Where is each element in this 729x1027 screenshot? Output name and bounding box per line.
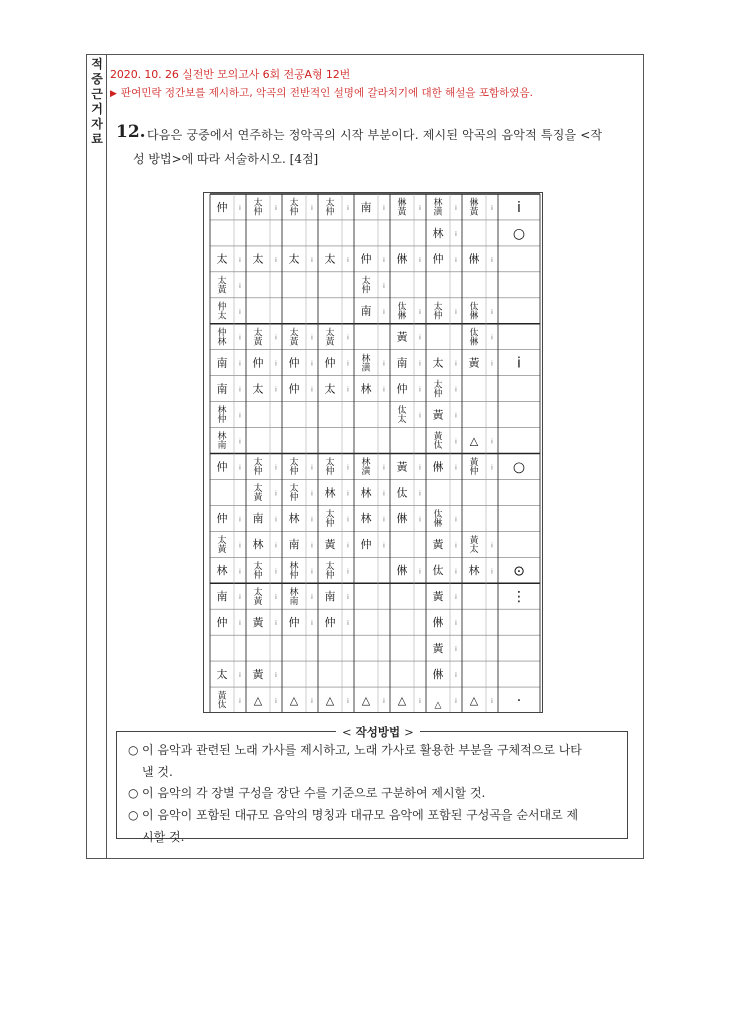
- score-note: 太仲: [325, 510, 335, 530]
- score-note: 林: [252, 538, 264, 552]
- score-note: 黃太: [469, 535, 479, 555]
- fingering-mark-icon: ⅰ: [275, 490, 277, 498]
- score-note: 太仲: [325, 458, 335, 478]
- fingering-mark-icon: ⅰ: [275, 516, 277, 524]
- fingering-mark-icon: ⅰ: [347, 334, 349, 342]
- score-note: 太黃: [217, 535, 227, 555]
- score-note: 太黃: [289, 328, 299, 348]
- fingering-mark-icon: ⅰ: [239, 438, 241, 446]
- score-note: 南: [360, 304, 372, 318]
- score-note: 太仲: [325, 561, 335, 581]
- fingering-mark-icon: ⅰ: [419, 698, 421, 706]
- fingering-mark-icon: ⅰ: [239, 698, 241, 706]
- score-note: 太仲: [433, 302, 443, 322]
- score-note: 林: [360, 486, 372, 500]
- score-note: 太仲: [253, 198, 263, 218]
- score-note: 黃: [252, 667, 264, 681]
- score-note: 林: [216, 564, 228, 578]
- score-note: 黃: [324, 538, 336, 552]
- fingering-mark-icon: ⅰ: [383, 490, 385, 498]
- side-column: [87, 55, 107, 858]
- score-note: 林: [468, 564, 480, 578]
- score-note: 黃: [468, 356, 480, 370]
- score-note: 黃: [432, 590, 444, 604]
- fingering-mark-icon: ⅰ: [455, 620, 457, 628]
- fingering-mark-icon: ⅰ: [455, 516, 457, 524]
- fingering-mark-icon: ⅰ: [239, 256, 241, 264]
- score-note: 太仲: [325, 198, 335, 218]
- method-item-2: [128, 782, 622, 804]
- score-note: 黃: [396, 330, 408, 344]
- method-item-1: [128, 739, 622, 783]
- score-note: 黃㑀: [217, 691, 227, 711]
- fingering-mark-icon: ⅰ: [239, 516, 241, 524]
- score-note: △: [325, 693, 335, 707]
- score-note: 林潢: [433, 198, 443, 218]
- fingering-mark-icon: ⅰ: [275, 542, 277, 550]
- score-note: 太黃: [253, 484, 263, 504]
- score-note: 南: [360, 200, 372, 214]
- score-note: △: [361, 693, 371, 707]
- score-note: 仲: [360, 538, 372, 552]
- beat-mark: i: [517, 355, 521, 372]
- fingering-mark-icon: ⅰ: [347, 490, 349, 498]
- fingering-mark-icon: ⅰ: [455, 464, 457, 472]
- fingering-mark-icon: ⅰ: [419, 256, 421, 264]
- bullet-icon: ○: [128, 743, 139, 757]
- fingering-mark-icon: ⅰ: [419, 568, 421, 576]
- side-label: 적중근거자료: [91, 57, 103, 146]
- source-note-text: 판여민락 정간보를 제시하고, 악곡의 전반적인 설명에 갈라치기에 대한 해설을 포함하였음.: [120, 87, 533, 99]
- score-note: 仲太: [217, 302, 227, 322]
- score-note: 南: [216, 382, 228, 396]
- fingering-mark-icon: ⅰ: [311, 464, 313, 472]
- score-note: 南: [216, 590, 228, 604]
- fingering-mark-icon: ⅰ: [239, 594, 241, 602]
- beat-mark: ·: [516, 693, 522, 710]
- source-note: [110, 85, 533, 100]
- fingering-mark-icon: ⅰ: [491, 308, 493, 316]
- fingering-mark-icon: ⅰ: [239, 620, 241, 628]
- score-note: 黃: [252, 616, 264, 630]
- score-note: 㑣: [396, 252, 408, 266]
- fingering-mark-icon: ⅰ: [275, 464, 277, 472]
- fingering-mark-icon: ⅰ: [347, 516, 349, 524]
- fingering-mark-icon: ⅰ: [455, 672, 457, 680]
- score-note: △: [434, 700, 442, 711]
- fingering-mark-icon: ⅰ: [455, 308, 457, 316]
- fingering-mark-icon: ⅰ: [275, 620, 277, 628]
- fingering-mark-icon: ⅰ: [347, 204, 349, 212]
- score-note: 仲: [216, 200, 228, 214]
- fingering-mark-icon: ⅰ: [455, 256, 457, 264]
- score-note: 黃: [432, 538, 444, 552]
- method-item-3-line2: 시할 것.: [142, 830, 185, 844]
- fingering-mark-icon: ⅰ: [455, 542, 457, 550]
- score-note: 仲: [432, 252, 444, 266]
- fingering-mark-icon: ⅰ: [347, 256, 349, 264]
- fingering-mark-icon: ⅰ: [383, 464, 385, 472]
- score-note: 太: [252, 252, 264, 266]
- method-item-3-line1: 이 음악이 포함된 대규모 음악의 명칭과 대규모 음악에 포함된 구성곡을 순서대로 제: [142, 808, 579, 822]
- fingering-mark-icon: ⅰ: [491, 464, 493, 472]
- fingering-mark-icon: ⅰ: [455, 386, 457, 394]
- score-note: 南: [324, 590, 336, 604]
- score-note: 太仲: [253, 561, 263, 581]
- score-note: 㑣黃: [469, 198, 479, 218]
- fingering-mark-icon: ⅰ: [383, 282, 385, 290]
- score-note: 林潢: [361, 354, 371, 374]
- fingering-mark-icon: ⅰ: [419, 308, 421, 316]
- score-note: 㑀: [396, 486, 408, 500]
- fingering-mark-icon: ⅰ: [275, 698, 277, 706]
- fingering-mark-icon: ⅰ: [347, 568, 349, 576]
- fingering-mark-icon: ⅰ: [311, 594, 313, 602]
- score-note: 仲: [288, 616, 300, 630]
- fingering-mark-icon: ⅰ: [275, 386, 277, 394]
- score-note: 仲: [252, 356, 264, 370]
- score-note: 㑣: [396, 564, 408, 578]
- fingering-mark-icon: ⅰ: [347, 594, 349, 602]
- score-note: △: [469, 693, 479, 707]
- fingering-mark-icon: ⅰ: [419, 516, 421, 524]
- score-note: 仲: [324, 616, 336, 630]
- score-note: △: [289, 693, 299, 707]
- score-note: 㑣: [396, 512, 408, 526]
- score-note: 黃仲: [469, 458, 479, 478]
- fingering-mark-icon: ⅰ: [383, 204, 385, 212]
- score-note: 南: [288, 538, 300, 552]
- score-note: 㑀㑣: [469, 328, 479, 348]
- score-note: 太: [216, 252, 228, 266]
- score-note: 林: [432, 226, 444, 240]
- score-note: 林: [360, 512, 372, 526]
- fingering-mark-icon: ⅰ: [383, 360, 385, 368]
- fingering-mark-icon: ⅰ: [491, 698, 493, 706]
- beat-mark: i: [517, 199, 521, 216]
- score-note: 仲林: [217, 328, 227, 348]
- score-note: 太仲: [253, 458, 263, 478]
- score-note: 㑀㑣: [469, 302, 479, 322]
- score-note: △: [397, 693, 407, 707]
- fingering-mark-icon: ⅰ: [383, 386, 385, 394]
- method-item-1-line1: 이 음악과 관련된 노래 가사를 제시하고, 노래 가사로 활용한 부분을 구체적으로 나타: [142, 743, 582, 757]
- score-note: 仲: [360, 252, 372, 266]
- score-note: 太仲: [289, 458, 299, 478]
- fingering-mark-icon: ⅰ: [275, 334, 277, 342]
- fingering-mark-icon: ⅰ: [275, 568, 277, 576]
- score-note: 仲: [216, 616, 228, 630]
- score-note: 㑀: [432, 564, 444, 578]
- score-note: 㑣: [432, 460, 444, 474]
- fingering-mark-icon: ⅰ: [383, 698, 385, 706]
- score-note: 太: [216, 667, 228, 681]
- fingering-mark-icon: ⅰ: [419, 360, 421, 368]
- fingering-mark-icon: ⅰ: [383, 516, 385, 524]
- fingering-mark-icon: ⅰ: [239, 412, 241, 420]
- score-note: 太: [324, 252, 336, 266]
- fingering-mark-icon: ⅰ: [383, 542, 385, 550]
- score-note: 仲: [324, 356, 336, 370]
- score-note: 太: [252, 382, 264, 396]
- fingering-mark-icon: ⅰ: [383, 308, 385, 316]
- score-note: 太黃: [217, 276, 227, 296]
- fingering-mark-icon: ⅰ: [491, 334, 493, 342]
- fingering-mark-icon: ⅰ: [311, 256, 313, 264]
- fingering-mark-icon: ⅰ: [419, 490, 421, 498]
- beat-mark: ⊙: [513, 563, 525, 580]
- score-note: 仲: [396, 382, 408, 396]
- fingering-mark-icon: ⅰ: [275, 204, 277, 212]
- fingering-mark-icon: ⅰ: [419, 412, 421, 420]
- question-text-line2: 성 방법>에 따라 서술하시오. [4점]: [133, 152, 319, 166]
- score-note: 林南: [289, 587, 299, 607]
- fingering-mark-icon: ⅰ: [347, 698, 349, 706]
- score-note: 黃: [432, 641, 444, 655]
- fingering-mark-icon: ⅰ: [347, 542, 349, 550]
- score-note: 太黃: [325, 328, 335, 348]
- fingering-mark-icon: ⅰ: [275, 672, 277, 680]
- fingering-mark-icon: ⅰ: [455, 412, 457, 420]
- score-note: 㑀㑣: [397, 302, 407, 322]
- score-note: 南: [396, 356, 408, 370]
- fingering-mark-icon: ⅰ: [383, 256, 385, 264]
- fingering-mark-icon: ⅰ: [239, 568, 241, 576]
- score-note: 太黃: [253, 328, 263, 348]
- score-note: 㑣: [432, 667, 444, 681]
- fingering-mark-icon: ⅰ: [311, 334, 313, 342]
- fingering-mark-icon: ⅰ: [239, 542, 241, 550]
- fingering-mark-icon: ⅰ: [347, 360, 349, 368]
- fingering-mark-icon: ⅰ: [455, 646, 457, 654]
- beat-mark: ○: [512, 225, 526, 242]
- fingering-mark-icon: ⅰ: [347, 386, 349, 394]
- question-text-line1: 다음은 궁중에서 연주하는 정악곡의 시작 부분이다. 제시된 악곡의 음악적 특징을 <작: [147, 128, 603, 142]
- score-grid: [204, 193, 543, 713]
- bullet-icon: ○: [128, 808, 139, 822]
- method-item-2-line1: 이 음악의 각 장별 구성을 장단 수를 기준으로 구분하여 제시할 것.: [142, 786, 486, 800]
- bullet-icon: ○: [128, 786, 139, 800]
- fingering-mark-icon: ⅰ: [275, 594, 277, 602]
- score-note: 林: [288, 512, 300, 526]
- score-note: 㑣: [432, 616, 444, 630]
- fingering-mark-icon: ⅰ: [311, 542, 313, 550]
- fingering-mark-icon: ⅰ: [491, 360, 493, 368]
- fingering-mark-icon: ⅰ: [239, 386, 241, 394]
- score-note: 太仲: [433, 380, 443, 400]
- fingering-mark-icon: ⅰ: [239, 282, 241, 290]
- fingering-mark-icon: ⅰ: [311, 490, 313, 498]
- fingering-mark-icon: ⅰ: [239, 360, 241, 368]
- score-note: 太仲: [289, 198, 299, 218]
- score-note: 林南: [217, 432, 227, 452]
- fingering-mark-icon: ⅰ: [491, 568, 493, 576]
- fingering-mark-icon: ⅰ: [419, 464, 421, 472]
- score-note: 林仲: [217, 406, 227, 426]
- fingering-mark-icon: ⅰ: [491, 204, 493, 212]
- triangle-marker-icon: ▶: [110, 89, 117, 99]
- fingering-mark-icon: ⅰ: [347, 464, 349, 472]
- score-note: 南: [252, 512, 264, 526]
- score-note: 太: [324, 382, 336, 396]
- fingering-mark-icon: ⅰ: [311, 360, 313, 368]
- score-note: 太仲: [361, 276, 371, 296]
- score-note: 仲: [288, 382, 300, 396]
- score-note: 㑀㑣: [433, 510, 443, 530]
- fingering-mark-icon: ⅰ: [455, 568, 457, 576]
- fingering-mark-icon: ⅰ: [239, 672, 241, 680]
- source-info: 2020. 10. 26 실전반 모의고사 6회 전공A형 12번: [110, 68, 351, 81]
- score-note: 仲: [288, 356, 300, 370]
- method-title-text: 작성방법: [355, 725, 401, 739]
- fingering-mark-icon: ⅰ: [419, 204, 421, 212]
- method-item-1-line2: 낼 것.: [142, 765, 173, 779]
- fingering-mark-icon: ⅰ: [491, 438, 493, 446]
- score-note: △: [253, 693, 263, 707]
- fingering-mark-icon: ⅰ: [311, 516, 313, 524]
- fingering-mark-icon: ⅰ: [455, 698, 457, 706]
- fingering-mark-icon: ⅰ: [311, 386, 313, 394]
- fingering-mark-icon: ⅰ: [275, 256, 277, 264]
- fingering-mark-icon: ⅰ: [455, 204, 457, 212]
- fingering-mark-icon: ⅰ: [239, 464, 241, 472]
- fingering-mark-icon: ⅰ: [455, 230, 457, 238]
- method-item-3: [128, 804, 622, 848]
- score-note: 林潢: [361, 458, 371, 478]
- score-note: 㑀太: [397, 406, 407, 426]
- fingering-mark-icon: ⅰ: [491, 256, 493, 264]
- score-note: 黃: [432, 408, 444, 422]
- fingering-mark-icon: ⅰ: [455, 438, 457, 446]
- score-note: 㑣黃: [397, 198, 407, 218]
- fingering-mark-icon: ⅰ: [347, 620, 349, 628]
- score-note: 太仲: [289, 484, 299, 504]
- score-note: 㑣: [468, 252, 480, 266]
- fingering-mark-icon: ⅰ: [275, 360, 277, 368]
- beat-mark: ⋮: [512, 589, 526, 606]
- fingering-mark-icon: ⅰ: [455, 360, 457, 368]
- jeonggan-score: [203, 192, 543, 713]
- method-title: < 작성방법 >: [336, 724, 420, 740]
- fingering-mark-icon: ⅰ: [419, 386, 421, 394]
- score-note: 黃: [396, 460, 408, 474]
- score-note: 太黃: [253, 587, 263, 607]
- beat-mark: ○: [512, 459, 526, 476]
- score-note: 太: [288, 252, 300, 266]
- fingering-mark-icon: ⅰ: [311, 568, 313, 576]
- score-note: △: [469, 434, 479, 448]
- score-note: 南: [216, 356, 228, 370]
- score-note: 仲: [216, 460, 228, 474]
- score-note: 仲: [216, 512, 228, 526]
- fingering-mark-icon: ⅰ: [419, 334, 421, 342]
- fingering-mark-icon: ⅰ: [311, 620, 313, 628]
- fingering-mark-icon: ⅰ: [239, 204, 241, 212]
- fingering-mark-icon: ⅰ: [455, 594, 457, 602]
- fingering-mark-icon: ⅰ: [491, 542, 493, 550]
- fingering-mark-icon: ⅰ: [239, 334, 241, 342]
- fingering-mark-icon: ⅰ: [311, 698, 313, 706]
- score-note: 林: [360, 382, 372, 396]
- question-number: 12.: [116, 122, 146, 142]
- score-note: 林: [324, 486, 336, 500]
- score-note: 林仲: [289, 561, 299, 581]
- score-note: 太: [432, 356, 444, 370]
- fingering-mark-icon: ⅰ: [311, 204, 313, 212]
- fingering-mark-icon: ⅰ: [239, 308, 241, 316]
- score-note: 黃㑀: [433, 432, 443, 452]
